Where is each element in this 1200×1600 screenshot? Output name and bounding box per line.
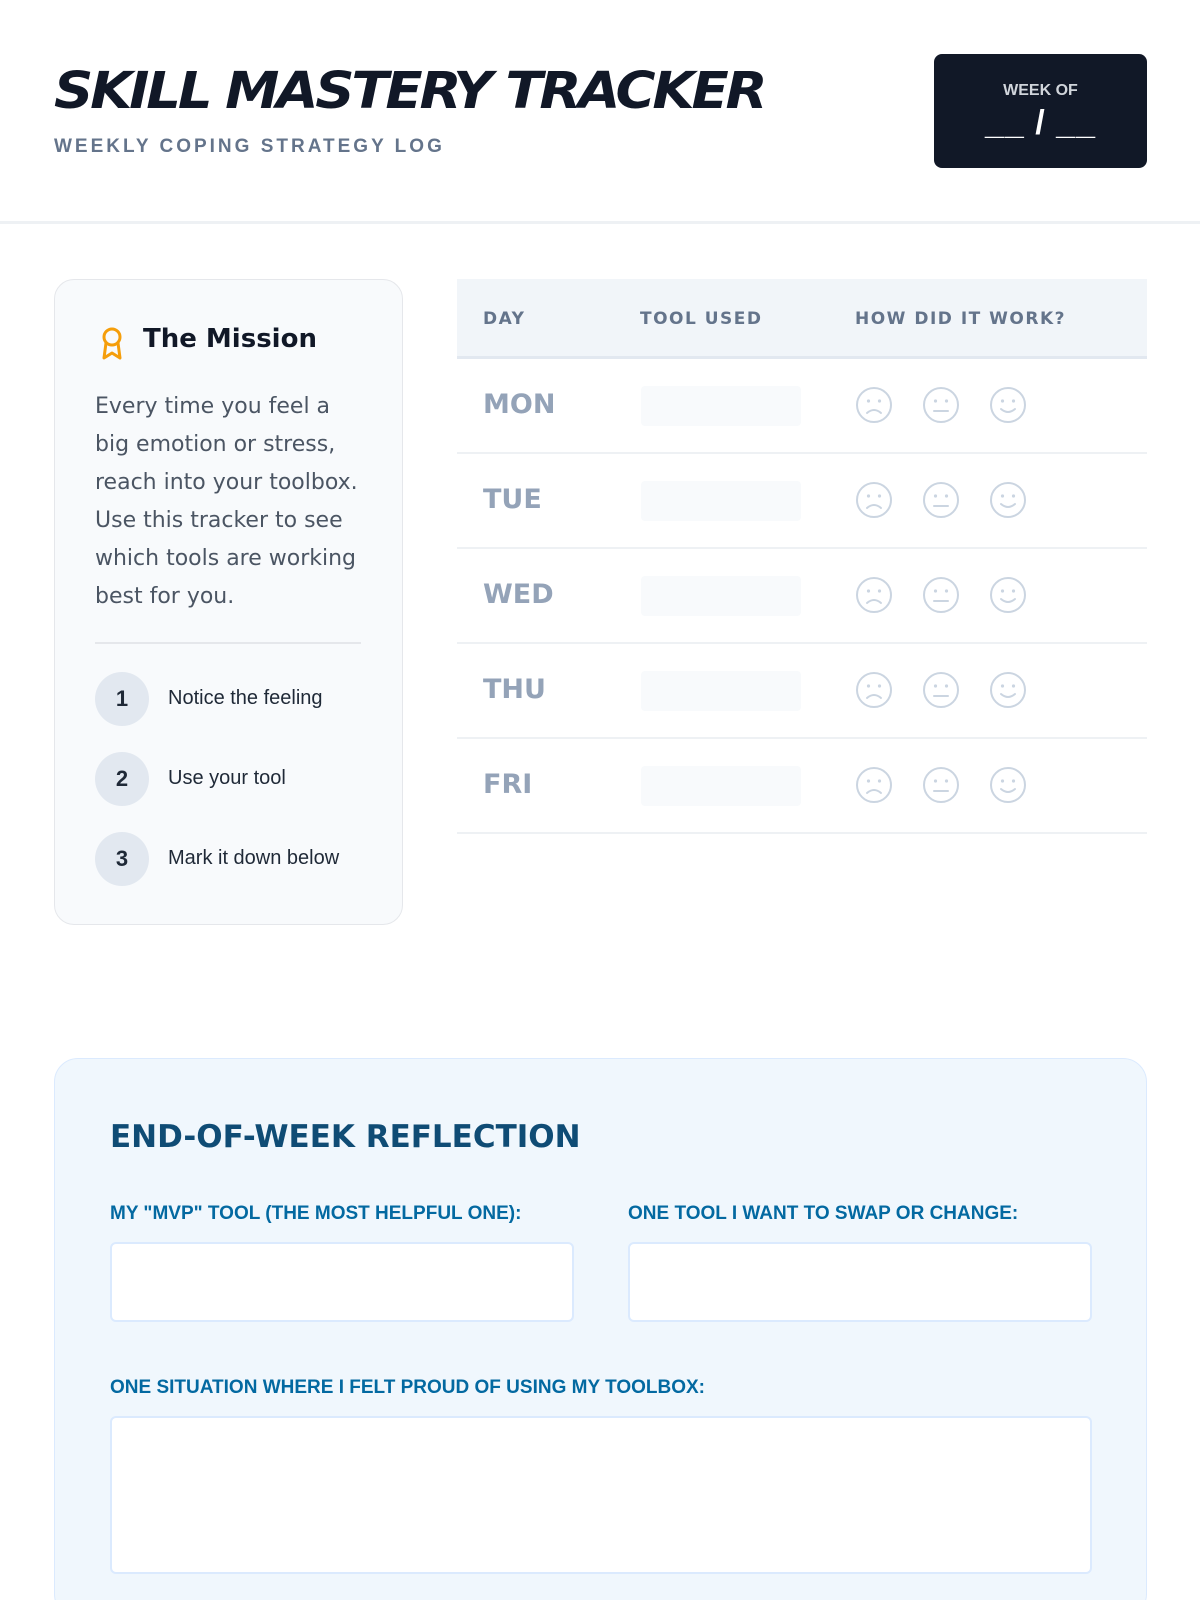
- sad-face-icon[interactable]: [855, 671, 893, 709]
- step-number: 2: [95, 752, 149, 806]
- neutral-face-icon[interactable]: [922, 386, 960, 424]
- column-header-day: DAY: [483, 309, 526, 329]
- tool-used-field[interactable]: [641, 386, 801, 426]
- neutral-face-icon[interactable]: [922, 481, 960, 519]
- week-of-badge[interactable]: [934, 54, 1147, 168]
- sad-face-icon[interactable]: [855, 386, 893, 424]
- tracker-row-tue: [457, 454, 1147, 549]
- tool-used-field[interactable]: [641, 481, 801, 521]
- swap-tool-label: ONE TOOL I WANT TO SWAP OR CHANGE:: [628, 1203, 1019, 1224]
- day-label: WED: [483, 579, 554, 610]
- award-ribbon-icon: [99, 326, 125, 360]
- day-label: MON: [483, 389, 556, 420]
- reflection-title: END-OF-WEEK REFLECTION: [110, 1119, 581, 1155]
- happy-face-icon[interactable]: [989, 671, 1027, 709]
- tool-used-field[interactable]: [641, 766, 801, 806]
- page-header: [0, 0, 1200, 224]
- step-label: Notice the feeling: [168, 687, 323, 709]
- sad-face-icon[interactable]: [855, 481, 893, 519]
- page-title: SKILL MASTERY TRACKER: [54, 62, 765, 121]
- page-subtitle: WEEKLY COPING STRATEGY LOG: [54, 136, 445, 157]
- step-item: [95, 752, 375, 806]
- step-number: 3: [95, 832, 149, 886]
- step-item: [95, 832, 375, 886]
- sad-face-icon[interactable]: [855, 576, 893, 614]
- sad-face-icon[interactable]: [855, 766, 893, 804]
- step-item: [95, 672, 375, 726]
- neutral-face-icon[interactable]: [922, 671, 960, 709]
- step-number: 1: [95, 672, 149, 726]
- swap-tool-field[interactable]: [628, 1242, 1092, 1322]
- column-header-tool: TOOL USED: [640, 309, 763, 329]
- mission-title: The Mission: [143, 324, 317, 354]
- column-header-rating: HOW DID IT WORK?: [855, 309, 1066, 329]
- week-of-field[interactable]: __ / __: [985, 104, 1096, 142]
- day-label: THU: [483, 674, 546, 705]
- mission-card: [54, 279, 403, 925]
- neutral-face-icon[interactable]: [922, 766, 960, 804]
- week-of-label: WEEK OF: [1003, 82, 1078, 99]
- mission-description: Every time you feel a big emotion or stress, reach into your toolbox. Use this tracker to see which tools are working best for you.: [95, 394, 358, 609]
- tracker-row-fri: [457, 739, 1147, 834]
- proud-situation-label: ONE SITUATION WHERE I FELT PROUD OF USING MY TOOLBOX:: [110, 1377, 705, 1398]
- day-label: FRI: [483, 769, 533, 800]
- tool-used-field[interactable]: [641, 576, 801, 616]
- mvp-tool-label: MY "MVP" TOOL (THE MOST HELPFUL ONE):: [110, 1203, 522, 1224]
- step-label: Mark it down below: [168, 847, 340, 869]
- tracker-row-wed: [457, 549, 1147, 644]
- tool-used-field[interactable]: [641, 671, 801, 711]
- tracker-row-mon: [457, 359, 1147, 454]
- reflection-section: [54, 1058, 1147, 1600]
- mvp-tool-field[interactable]: [110, 1242, 574, 1322]
- day-label: TUE: [483, 484, 542, 515]
- tracker-row-thu: [457, 644, 1147, 739]
- happy-face-icon[interactable]: [989, 766, 1027, 804]
- happy-face-icon[interactable]: [989, 481, 1027, 519]
- step-label: Use your tool: [168, 767, 286, 789]
- happy-face-icon[interactable]: [989, 576, 1027, 614]
- tracker-table: [457, 279, 1147, 834]
- happy-face-icon[interactable]: [989, 386, 1027, 424]
- mission-divider: [95, 642, 361, 644]
- proud-situation-field[interactable]: [110, 1416, 1092, 1574]
- neutral-face-icon[interactable]: [922, 576, 960, 614]
- tracker-header-row: [457, 279, 1147, 359]
